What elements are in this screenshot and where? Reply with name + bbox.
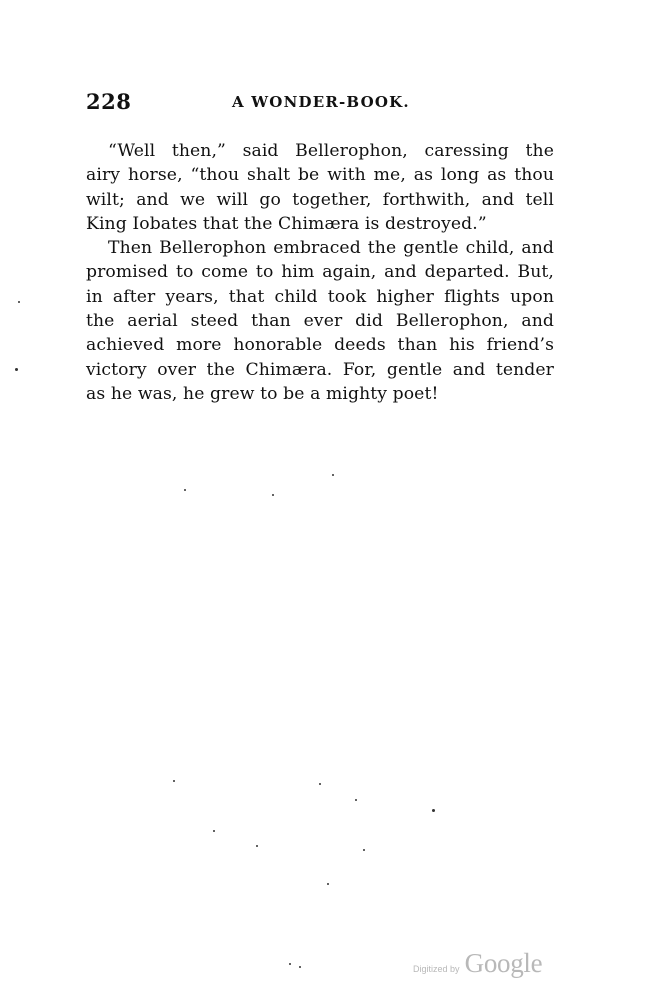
scan-speck [299, 966, 301, 968]
watermark-prefix: Digitized by [413, 964, 460, 974]
running-head [86, 89, 556, 119]
scan-speck [327, 883, 329, 885]
digitized-by-google-watermark [413, 948, 542, 978]
text-line: promised to come to him again, and departed. But, [86, 262, 554, 283]
scan-speck [355, 799, 357, 801]
body-text [86, 139, 554, 406]
scan-speck [213, 830, 215, 832]
scan-speck [272, 494, 274, 496]
scan-speck [432, 809, 435, 812]
scan-speck [173, 780, 175, 782]
google-logo: Google [464, 948, 543, 978]
book-title: A WONDER-BOOK. [232, 93, 410, 111]
scan-speck [319, 783, 321, 785]
paragraph-2 [86, 236, 554, 406]
scan-speck [184, 489, 186, 491]
text-line: airy horse, “thou shalt be with me, as long as thou [86, 165, 554, 186]
text-line: “Well then,” said Bellerophon, caressing the [108, 141, 554, 161]
text-line: the aerial steed than ever did Bellerophon, and [86, 311, 554, 332]
text-line: Then Bellerophon embraced the gentle child, and [108, 238, 554, 259]
text-line: King Iobates that the Chimæra is destroyed.” [86, 213, 487, 234]
scan-speck [18, 301, 20, 303]
scan-speck [363, 849, 365, 851]
scan-speck [15, 368, 18, 371]
text-line: victory over the Chimæra. For, gentle and tender [86, 359, 554, 380]
text-line: wilt; and we will go together, forthwith, and tell [86, 189, 554, 210]
text-line: as he was, he grew to be a mighty poet! [86, 383, 439, 404]
page-number: 228 [86, 89, 132, 114]
scan-speck [256, 845, 258, 847]
text-line: in after years, that child took higher flights upon [86, 286, 554, 307]
scan-speck [289, 963, 291, 965]
paragraph-1 [86, 139, 554, 236]
text-line: achieved more honorable deeds than his friend’s [86, 335, 554, 356]
scan-speck [332, 474, 334, 476]
